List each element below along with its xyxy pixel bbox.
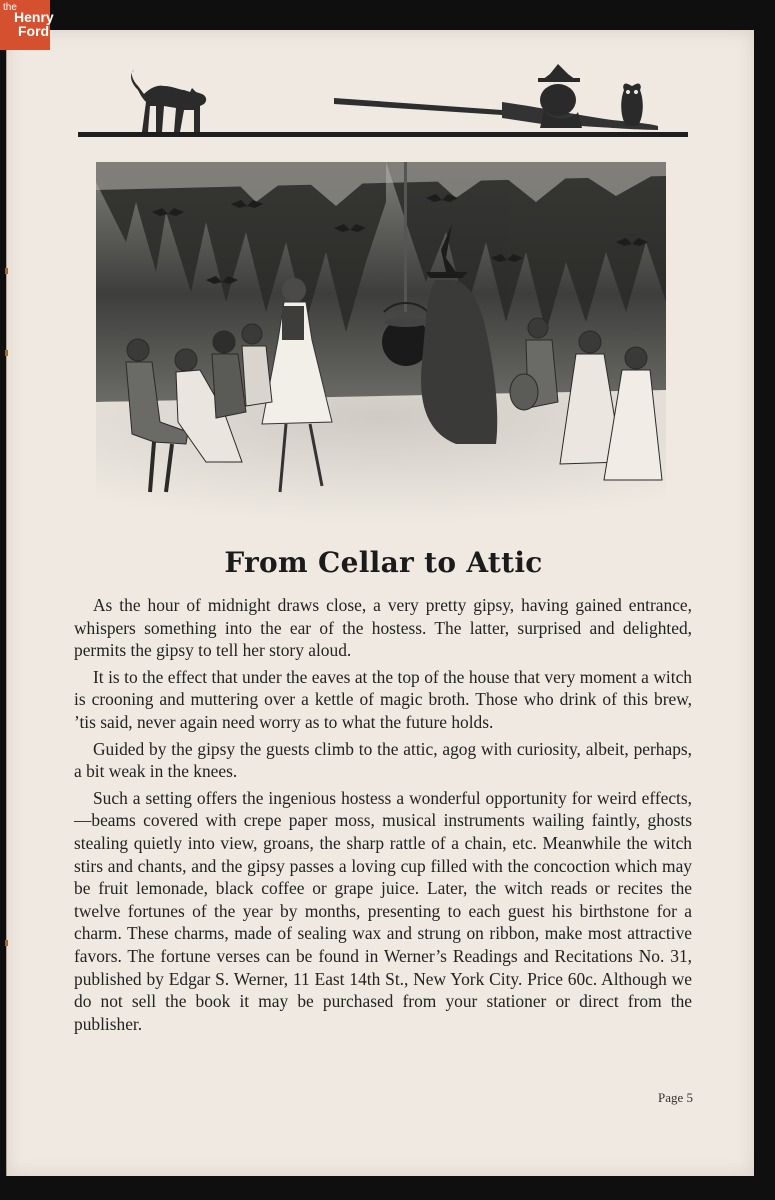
logo-the: the [3, 2, 17, 13]
halloween-header-ornament [72, 60, 692, 140]
paragraph: Such a setting offers the ingenious hostess a wonderful opportunity for weird effects,—beams covered with crepe paper moss, musical instruments wailing faintly, ghosts stealing quietly into view, groans, the sharp rattle of a chain, etc. Meanwhile the witch stirs and chants, and the gipsy passes a loving cup filled with the concoction which may be fruit lemonade, black coffee or grape juice. Later, the witch reads or recites the twelve fortunes of the year by months, presenting to each guest his birthstone for a charm. These charms, made of sealing wax and strung on ribbon, make most attractive favors. The fortune verses can be found in Werner’s Readings and Recitations No. 31, published by Edgar S. Werner, 11 East 14th St., New York City. Price 60c. Although we do not sell the book it may be purchased from your stationer or direct from the publisher. [74, 787, 692, 1034]
margin-mark [5, 940, 8, 946]
henry-ford-logo [0, 0, 54, 50]
margin-mark [5, 350, 8, 356]
logo-ford: Ford [18, 23, 50, 39]
logo-henry: Henry [14, 9, 54, 25]
attic-party-illustration [96, 162, 666, 524]
broomstick-icon [334, 98, 658, 130]
paragraph: Guided by the gipsy the guests climb to the attic, agog with curiosity, albeit, perhaps, a bit weak in the knees. [74, 738, 692, 782]
black-cat-icon [131, 70, 206, 132]
paragraph: As the hour of midnight draws close, a very pretty gipsy, having gained entrance, whispers something into the ear of the hostess. The latter, surprised and delighted, permits the gipsy to tell her story aloud. [74, 595, 692, 661]
page-title: From Cellar to Attic [224, 546, 543, 579]
page-edge [6, 30, 7, 1176]
margin-mark [5, 268, 8, 274]
paragraph: It is to the effect that under the eaves at the top of the house that very moment a witch is crooning and muttering over a kettle of magic broth. Those who drink of this brew, ’tis said, never again need worry as to what the future holds. [74, 666, 692, 732]
owl-icon [621, 83, 643, 126]
page-number: Page 5 [657, 1090, 693, 1105]
article-body [74, 594, 692, 1039]
